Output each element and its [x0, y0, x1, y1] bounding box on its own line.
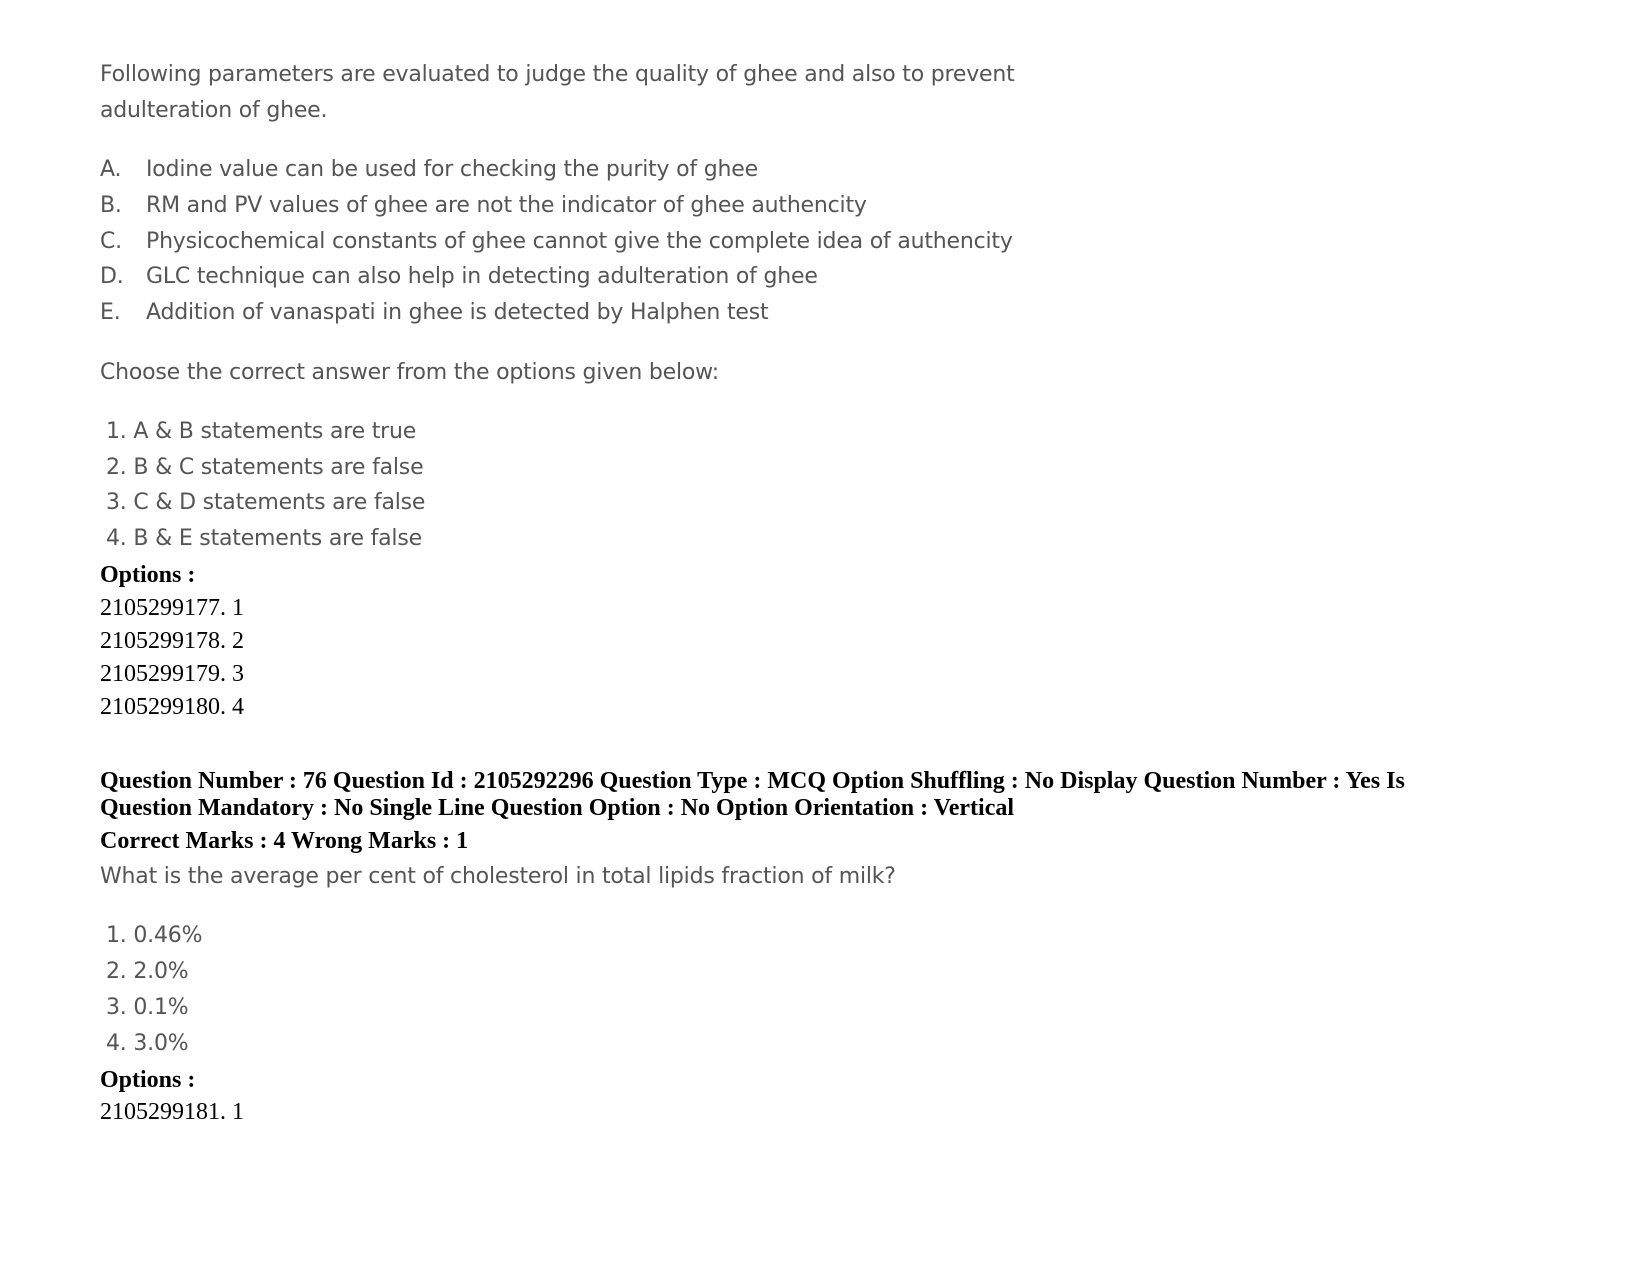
- options-label: Options :: [100, 1067, 196, 1093]
- statement-a: [100, 157, 758, 182]
- statement-letter: D.: [100, 264, 124, 289]
- statement-text: Addition of vanaspati in ghee is detected by Halphen test: [146, 300, 769, 325]
- question-meta-line2: Question Mandatory : No Single Line Question Option : No Option Orientation : Vertical: [100, 795, 1015, 821]
- option-id-1: 2105299181. 1: [100, 1099, 244, 1125]
- statement-c: [100, 229, 1013, 254]
- statement-b: [100, 193, 867, 218]
- answer-choice-3: 3. C & D statements are false: [106, 490, 426, 515]
- question-text: What is the average per cent of cholesterol in total lipids fraction of milk?: [100, 864, 896, 889]
- answer-choice-1: 1. A & B statements are true: [106, 419, 417, 444]
- statement-text: RM and PV values of ghee are not the indicator of ghee authencity: [146, 193, 867, 218]
- answer-choice-4: 4. B & E statements are false: [106, 526, 422, 551]
- option-id-4: 2105299180. 4: [100, 694, 244, 720]
- options-label: Options :: [100, 562, 196, 588]
- answer-choice-1: 1. 0.46%: [106, 923, 203, 948]
- choose-instruction: Choose the correct answer from the options given below:: [100, 360, 719, 385]
- answer-choice-2: 2. B & C statements are false: [106, 455, 424, 480]
- statement-letter: E.: [100, 300, 121, 325]
- option-id-2: 2105299178. 2: [100, 628, 244, 654]
- question-marks: Correct Marks : 4 Wrong Marks : 1: [100, 828, 469, 854]
- answer-choice-3: 3. 0.1%: [106, 995, 189, 1020]
- statement-text: Iodine value can be used for checking the purity of ghee: [146, 157, 758, 182]
- statement-letter: C.: [100, 229, 122, 254]
- statement-e: [100, 300, 768, 325]
- option-id-1: 2105299177. 1: [100, 595, 244, 621]
- answer-choice-4: 4. 3.0%: [106, 1031, 189, 1056]
- statement-text: Physicochemical constants of ghee cannot give the complete idea of authencity: [146, 229, 1013, 254]
- statement-d: [100, 264, 818, 289]
- statement-letter: A.: [100, 157, 122, 182]
- statement-text: GLC technique can also help in detecting adulteration of ghee: [146, 264, 818, 289]
- question-intro-line2: adulteration of ghee.: [100, 98, 328, 123]
- statement-letter: B.: [100, 193, 122, 218]
- answer-choice-2: 2. 2.0%: [106, 959, 189, 984]
- question-intro-line1: Following parameters are evaluated to judge the quality of ghee and also to prevent: [100, 62, 1015, 87]
- option-id-3: 2105299179. 3: [100, 661, 244, 687]
- question-meta-line1: Question Number : 76 Question Id : 2105292296 Question Type : MCQ Option Shuffling : No Display Question Number : Yes Is: [100, 768, 1405, 794]
